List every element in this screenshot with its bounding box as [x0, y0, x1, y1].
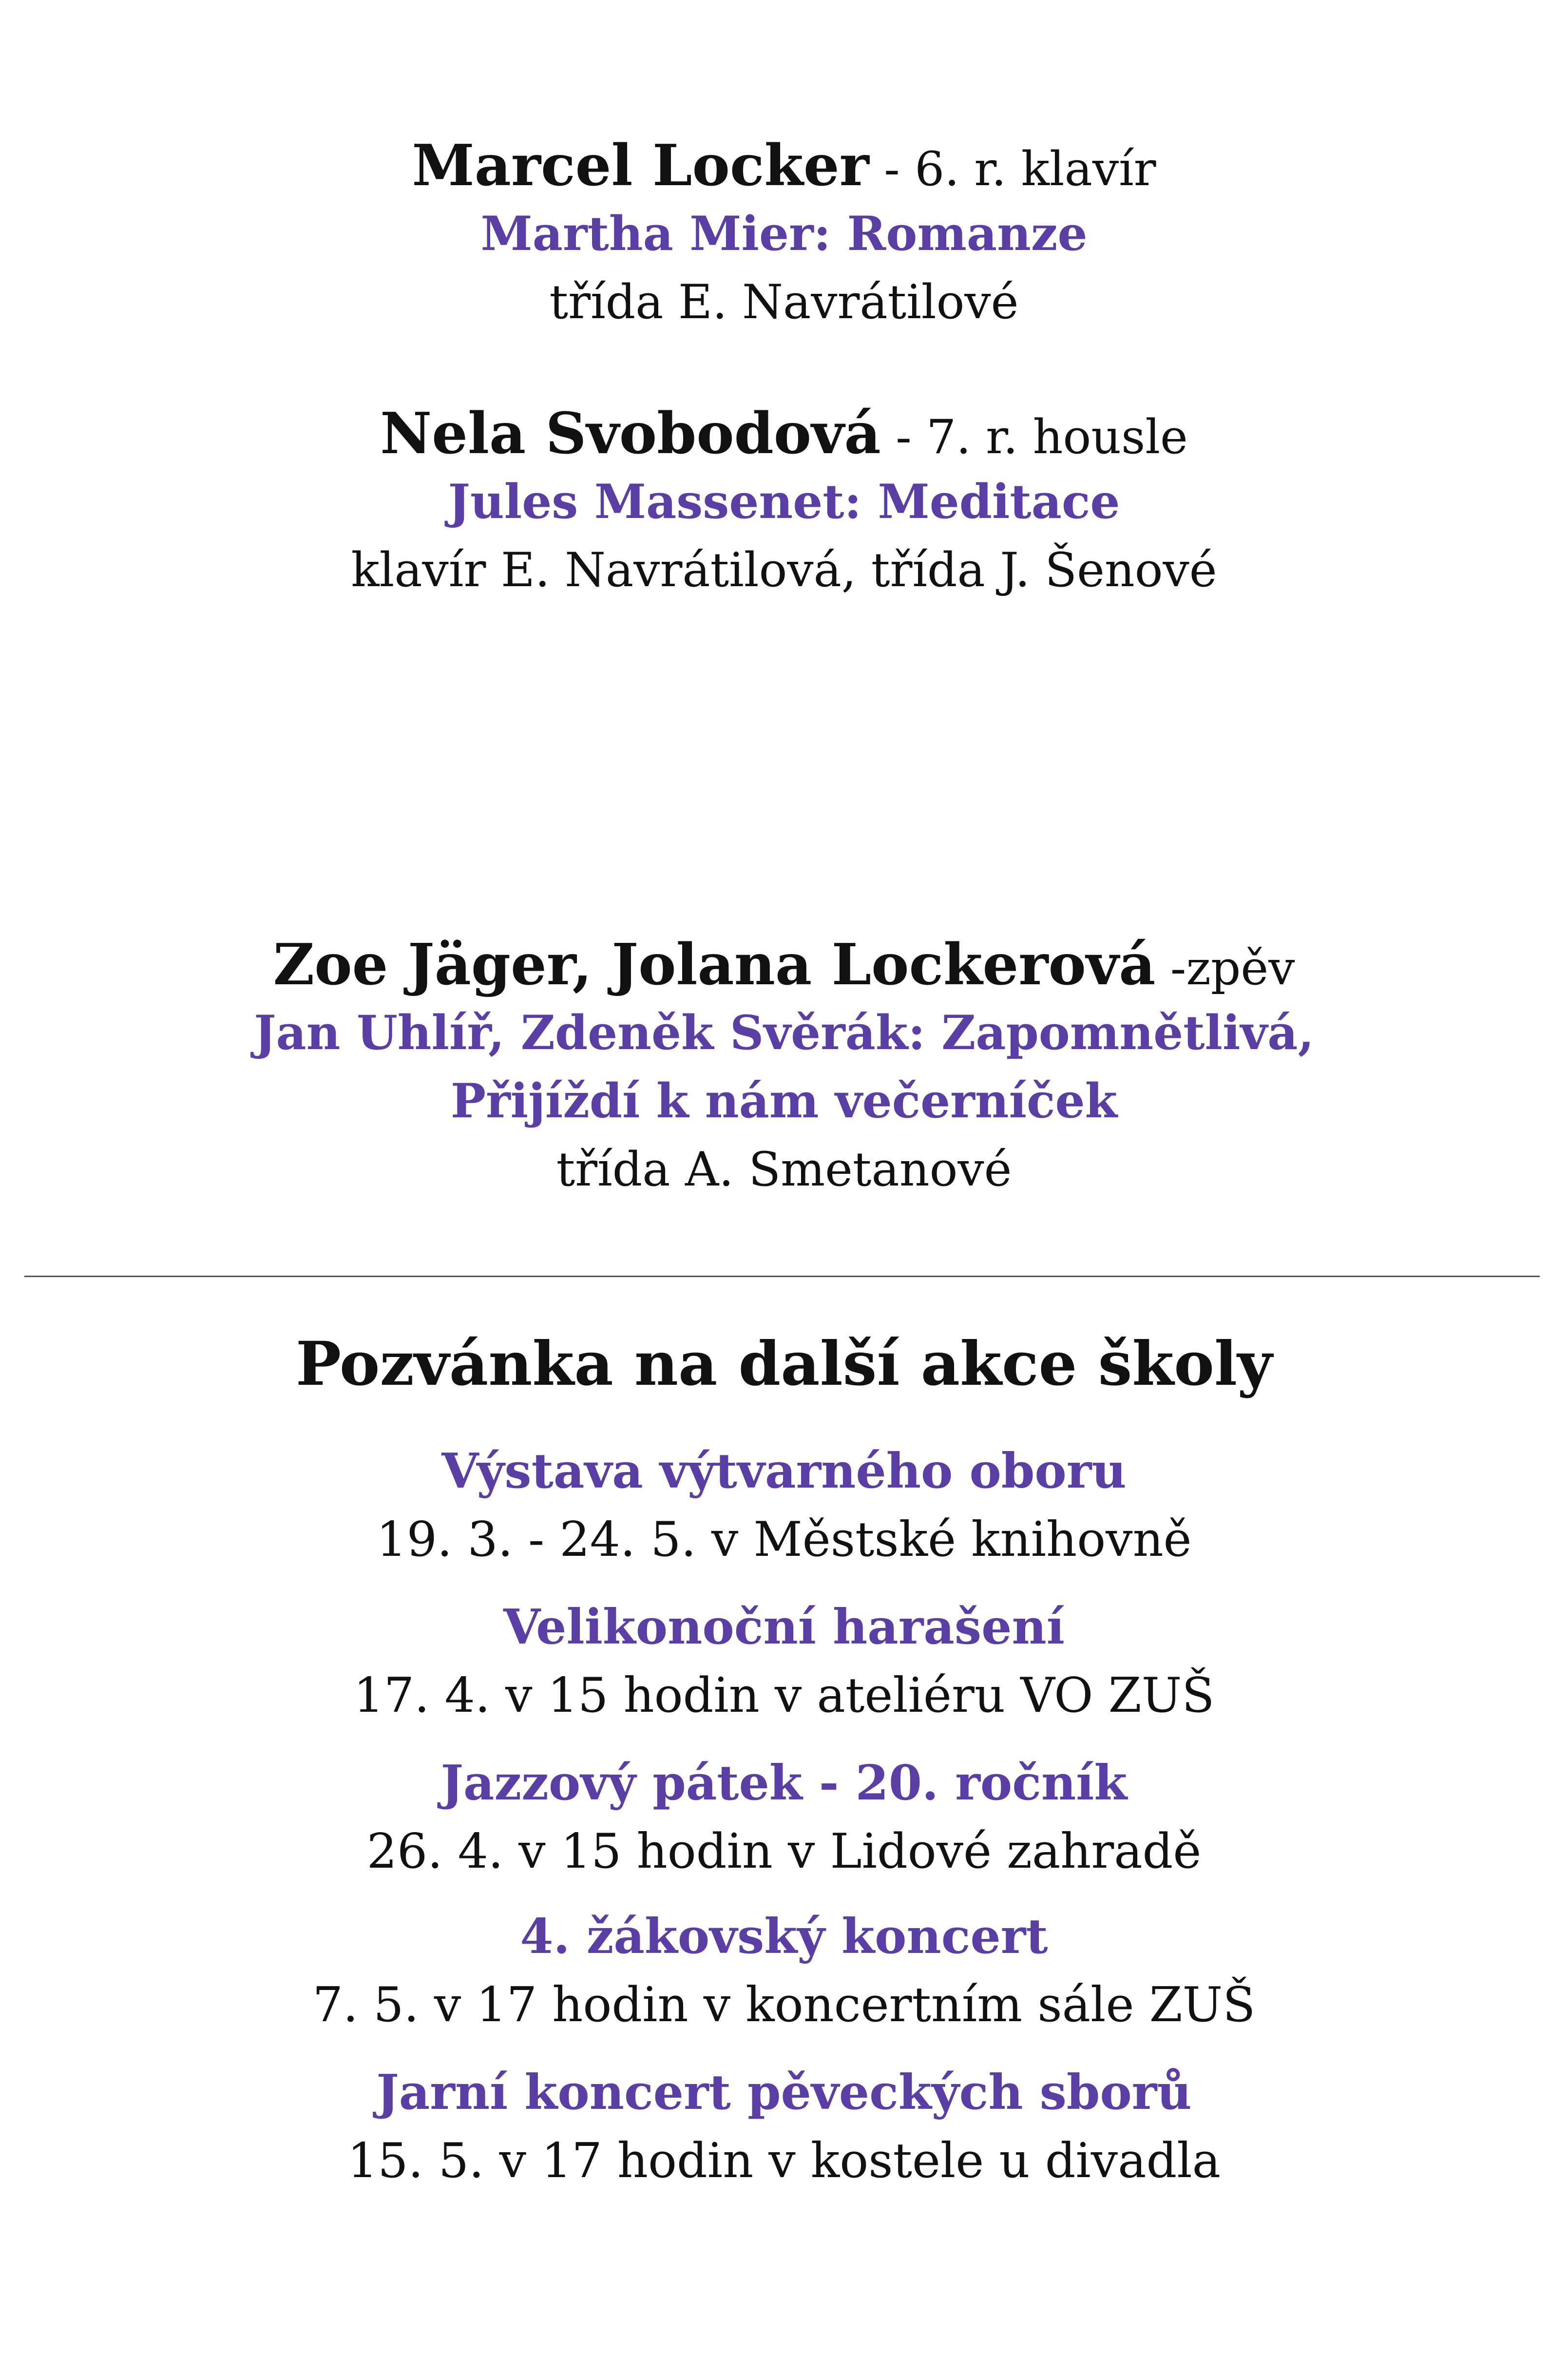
event-title: 4. žákovský koncert	[520, 1909, 1048, 1965]
event-2	[0, 1593, 1568, 1730]
piece-title: Přijíždí k nám večerníček	[450, 1073, 1118, 1129]
performer-name: Nela Svobodová	[380, 401, 881, 467]
event-details: 7. 5. v 17 hodin v koncertním sále ZUŠ	[312, 1977, 1256, 2033]
performance-3	[0, 931, 1568, 1204]
class-info: třída A. Smetanové	[556, 1142, 1012, 1197]
event-5	[0, 2059, 1568, 2195]
class-info: třída E. Navrátilové	[549, 275, 1019, 329]
performer-detail: - 6. r. klavír	[869, 142, 1156, 196]
event-1	[0, 1437, 1568, 1574]
event-title: Jarní koncert pěveckých sborů	[376, 2065, 1192, 2121]
performer-detail: -zpěv	[1155, 941, 1295, 995]
performer-line	[0, 931, 1568, 999]
event-4	[0, 1903, 1568, 2039]
invitation-heading: Pozvánka na další akce školy	[295, 1329, 1273, 1399]
piece-title: Martha Mier: Romanze	[480, 206, 1088, 261]
event-details: 19. 3. - 24. 5. v Městské knihovně	[376, 1512, 1192, 1568]
class-info: klavír E. Navrátilová, třída J. Šenové	[351, 543, 1217, 597]
event-details: 17. 4. v 15 hodin v ateliéru VO ZUŠ	[353, 1668, 1215, 1723]
piece-title: Jan Uhlíř, Zdeněk Svěrák: Zapomnětlivá,	[254, 1005, 1314, 1060]
performer-name: Marcel Locker	[412, 133, 869, 199]
section-divider	[24, 1276, 1540, 1277]
event-title: Výstava výtvarného oboru	[441, 1443, 1127, 1499]
performer-detail: - 7. r. housle	[880, 410, 1188, 464]
event-3	[0, 1749, 1568, 1886]
performer-line	[0, 400, 1568, 468]
event-details: 26. 4. v 15 hodin v Lidové zahradě	[366, 1824, 1202, 1879]
event-title: Jazzový pátek - 20. ročník	[440, 1755, 1128, 1811]
performance-2	[0, 400, 1568, 604]
invitation-section	[0, 1325, 1568, 1403]
event-title: Velikonoční harašení	[503, 1599, 1065, 1655]
performer-line	[0, 132, 1568, 200]
event-details: 15. 5. v 17 hodin v kostele u divadla	[347, 2133, 1221, 2189]
performer-name: Zoe Jäger, Jolana Lockerová	[273, 932, 1156, 998]
performance-1	[0, 132, 1568, 336]
piece-title: Jules Massenet: Meditace	[448, 474, 1120, 529]
